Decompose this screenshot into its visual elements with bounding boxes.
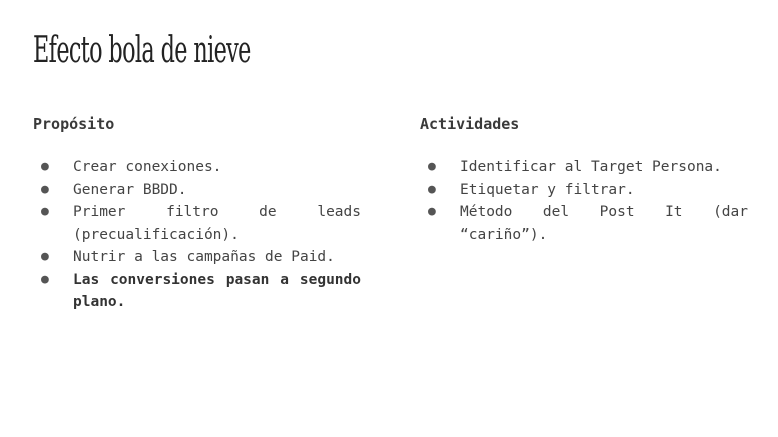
bullet-icon: ● (41, 204, 49, 219)
bullet-icon: ● (428, 181, 436, 197)
list-item-text: Nutrir a las campañas de Paid. (73, 249, 335, 265)
list-item-text: Identificar al Target Persona. (460, 159, 722, 175)
list-item-text: Crear conexiones. (73, 159, 222, 175)
list-item (33, 179, 361, 202)
activities-list (420, 156, 748, 246)
list-item-text: Generar BBDD. (73, 181, 187, 198)
list-item-text: Método del Post It (dar “cariño”). (460, 204, 748, 243)
list-item-text: Etiquetar y filtrar. (460, 181, 635, 198)
bullet-icon: ● (41, 249, 49, 264)
list-item-text: Primer filtro de leads (precualificación). (73, 204, 361, 243)
purpose-heading: Propósito (33, 115, 115, 133)
bullet-icon: ● (41, 271, 49, 287)
list-item (33, 201, 361, 246)
list-item (33, 246, 361, 269)
purpose-column (33, 114, 361, 314)
list-item (420, 201, 748, 246)
list-item (33, 156, 361, 179)
bullet-icon: ● (41, 159, 49, 174)
bullet-icon: ● (428, 159, 436, 174)
activities-heading: Actividades (420, 115, 520, 133)
list-item (420, 179, 748, 202)
bullet-icon: ● (428, 204, 436, 219)
list-item-text: Las conversiones pasan a segundo plano. (73, 271, 361, 310)
purpose-list (33, 156, 361, 314)
bullet-icon: ● (41, 181, 49, 197)
list-item (33, 269, 361, 314)
list-item (420, 156, 748, 179)
slide-title: Efecto bola de nieve (33, 30, 251, 71)
activities-column (420, 114, 748, 246)
